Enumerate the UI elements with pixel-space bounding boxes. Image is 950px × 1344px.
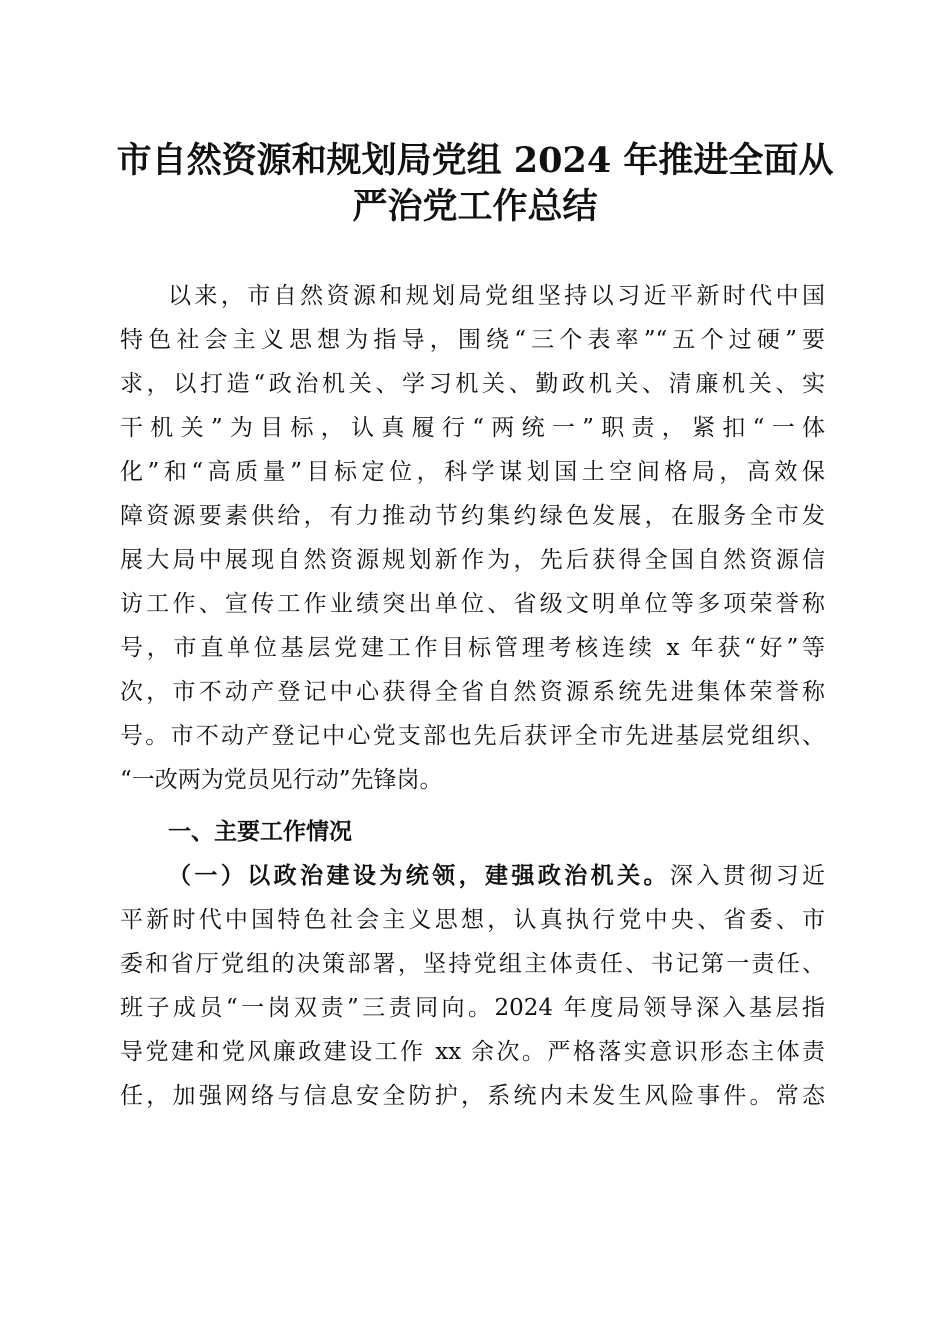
title-line-2: 严治党工作总结 [352,186,598,227]
body-line: 任，加强网络与信息安全防护，系统内未发生风险事件。常态 [120,1083,825,1109]
body-line: 障资源要素供给，有力推动节约集约绿色发展，在服务全市发 [120,503,825,529]
body-line: 次，市不动产登记中心获得全省自然资源系统先进集体荣誉称 [120,679,825,705]
body-line: 访工作、宣传工作业绩突出单位、省级文明单位等多项荣誉称 [120,591,825,617]
body-line: 求，以打造“政治机关、学习机关、勤政机关、清廉机关、实 [120,371,825,397]
title-line-1: 市自然资源和规划局党组 2024 年推进全面从 [116,140,834,181]
section-heading: 一、主要工作情况 [168,819,352,845]
body-line: 号，市直单位基层党建工作目标管理考核连续 x 年获“好”等 [120,635,825,661]
body-line: 特色社会主义思想为指导，围绕“三个表率”“五个过硬”要 [120,327,825,353]
body-line: 展大局中展现自然资源规划新作为，先后获得全国自然资源信 [120,547,825,573]
body-line [168,854,825,898]
body-line: 化”和“高质量”目标定位，科学谋划国土空间格局，高效保 [120,459,825,485]
body-line: 干机关”为目标，认真履行“两统一”职责，紧扣“一体 [120,415,825,441]
body-line: 以来，市自然资源和规划局党组坚持以习近平新时代中国 [168,283,825,309]
subsection-heading: （一）以政治建设为统领，建强政治机关。 [168,862,670,889]
body-line: 平新时代中国特色社会主义思想，认真执行党中央、省委、市 [120,907,825,933]
body-line: “一改两为党员见行动”先锋岗。 [120,767,443,793]
body-line: 号。市不动产登记中心党支部也先后获评全市先进基层党组织、 [120,723,825,749]
body-line: 委和省厅党组的决策部署，坚持党组主体责任、书记第一责任、 [120,951,825,977]
document-title [110,138,840,230]
body-line: 班子成员“一岗双责”三责同向。2024 年度局领导深入基层指 [120,995,825,1021]
body-text: 深入贯彻习近 [669,863,825,889]
body-line: 导党建和党风廉政建设工作 xx 余次。严格落实意识形态主体责 [120,1039,825,1065]
